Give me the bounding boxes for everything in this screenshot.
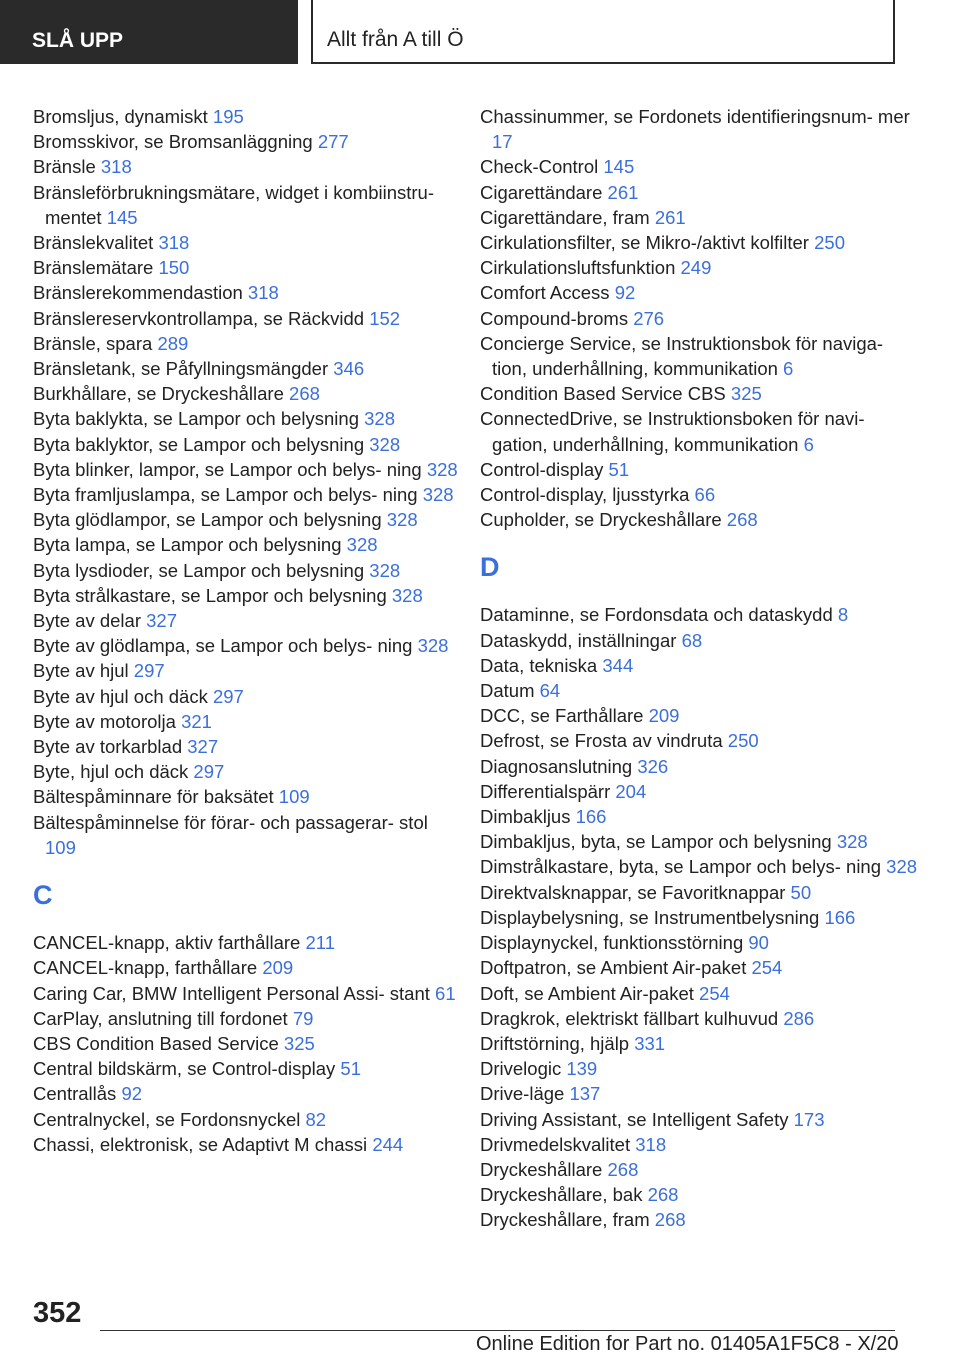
index-page-link[interactable]: 92 (614, 282, 636, 304)
index-entry-text: Byta lampa, se Lampor och belysning (33, 534, 342, 556)
index-entry-text: Control-display (480, 458, 604, 480)
index-page-link[interactable]: 276 (633, 307, 665, 329)
index-page-link[interactable]: 318 (100, 156, 132, 178)
index-entry-text: Data, tekniska (480, 654, 598, 676)
index-page-link[interactable]: 328 (364, 408, 395, 430)
index-entry (480, 306, 920, 331)
index-entry (480, 104, 920, 154)
index-entry-text: Dataskydd, inställningar (480, 629, 677, 651)
index-page-link[interactable]: 79 (292, 1007, 314, 1029)
index-entry (33, 280, 463, 305)
index-page-link[interactable]: 326 (637, 755, 669, 777)
index-entry (480, 1081, 920, 1106)
index-entry (33, 255, 463, 280)
index-entry-text: Doftpatron, se Ambient Air-paket (480, 957, 747, 979)
index-entry-text: Byte av hjul (33, 660, 129, 682)
index-entry-text: Dragkrok, elektriskt fällbart kulhuvud (480, 1007, 779, 1029)
index-entry (33, 608, 463, 633)
index-entry (33, 1031, 463, 1056)
index-entry (480, 1207, 920, 1232)
index-entry-text: Dryckeshållare, fram (480, 1209, 650, 1231)
index-entry (33, 180, 463, 230)
index-page-link[interactable]: 254 (751, 957, 783, 979)
index-entry-text: Centralnyckel, se Fordonsnyckel (33, 1108, 301, 1130)
index-entry-text: Chassi, elektronisk, se Adaptivt M chassi (33, 1133, 368, 1155)
index-entry (480, 331, 920, 381)
index-page-link[interactable]: 82 (305, 1108, 327, 1130)
index-page-link[interactable]: 261 (654, 206, 686, 228)
index-entry-text: Check-Control (480, 156, 599, 178)
index-entry-text: Centrallås (33, 1083, 117, 1105)
index-entry (480, 381, 920, 406)
index-page-link[interactable]: 328 (386, 509, 418, 531)
index-page-link[interactable]: 51 (340, 1058, 361, 1080)
index-page-link[interactable]: 325 (283, 1032, 315, 1054)
index-entry-text: Bränslekvalitet (33, 232, 154, 254)
index-entry-text: Bältespåminnelse för förar- och passagerar- stol (33, 811, 428, 833)
index-page-link[interactable]: 166 (575, 806, 607, 828)
index-column-right (480, 104, 920, 1233)
index-page-link[interactable]: 139 (566, 1058, 598, 1080)
index-page-link[interactable]: 92 (121, 1083, 143, 1105)
index-entry-text: Byte av motorolja (33, 710, 176, 732)
index-page-link[interactable]: 6 (803, 433, 814, 455)
index-entry-text: Byta glödlampor, se Lampor och belysning (33, 509, 382, 531)
index-entry (33, 1081, 463, 1106)
index-entry (33, 381, 463, 406)
index-entry (33, 1006, 463, 1031)
index-entry-text: Direktvalsknappar, se Favoritknappar (480, 881, 786, 903)
index-entry (33, 432, 463, 457)
index-entry (33, 104, 463, 129)
index-entry-text: Bränsletank, se Påfyllningsmängder (33, 358, 329, 380)
index-page-link[interactable]: 318 (158, 232, 190, 254)
chapter-tab[interactable]: Allt från A till Ö (311, 0, 895, 64)
index-entry-text: Drivelogic (480, 1058, 562, 1080)
index-entry-text: Bränsleförbrukningsmätare, widget i kombiinstru- mentet (33, 181, 435, 228)
index-entry (33, 306, 463, 331)
index-entry (33, 930, 463, 955)
index-entry-text: Differentialspärr (480, 780, 611, 802)
index-entry (480, 1107, 920, 1132)
index-page-link[interactable]: 51 (608, 458, 630, 480)
index-page-link[interactable]: 268 (647, 1184, 679, 1206)
index-entry-text: Concierge Service, se Instruktionsbok för naviga- tion, underhållning, kommunikation (480, 332, 884, 380)
index-entry (480, 880, 920, 905)
d-entries-list (480, 602, 920, 1232)
index-page-link[interactable]: 261 (607, 181, 639, 203)
index-entry (33, 583, 463, 608)
index-page-link[interactable]: 244 (372, 1133, 404, 1155)
index-entry (480, 728, 920, 753)
index-page-link[interactable]: 50 (790, 881, 812, 903)
index-page-link[interactable]: 17 (492, 131, 513, 153)
index-page-link[interactable]: 346 (333, 358, 365, 380)
index-entry (33, 658, 463, 683)
index-entry (33, 709, 463, 734)
index-entry (33, 406, 463, 431)
index-page-link[interactable]: 268 (654, 1209, 686, 1231)
index-entry (33, 810, 463, 860)
index-page-link[interactable]: 68 (681, 629, 703, 651)
index-page-link[interactable]: 318 (247, 282, 279, 304)
index-entry (480, 930, 920, 955)
index-letter-d: D (480, 552, 500, 583)
index-entry-text: Displaybelysning, se Instrumentbelysning (480, 906, 820, 928)
index-page-link[interactable]: 150 (158, 257, 190, 279)
index-page-link[interactable]: 173 (793, 1108, 825, 1130)
index-page-link[interactable]: 318 (635, 1133, 667, 1155)
index-page-link[interactable]: 277 (317, 131, 349, 153)
index-page-link[interactable]: 145 (106, 206, 138, 228)
index-page-link[interactable]: 325 (730, 383, 762, 405)
index-entry-text: Displaynyckel, funktionsstörning (480, 932, 744, 954)
index-entry (33, 1107, 463, 1132)
index-page-link[interactable]: 344 (602, 654, 634, 676)
index-entry-text: Bränslereservkontrollampa, se Räckvidd (33, 307, 365, 329)
index-entry-text: CANCEL-knapp, farthållare (33, 957, 258, 979)
index-page-link[interactable]: 321 (181, 710, 212, 732)
index-entry (480, 507, 920, 532)
index-page-link[interactable]: 328 (886, 856, 918, 878)
index-entry (33, 955, 463, 980)
index-page-link[interactable]: 152 (369, 307, 401, 329)
index-entry-text: Compound-broms (480, 307, 629, 329)
index-page-link[interactable]: 297 (133, 660, 165, 682)
index-entry (480, 1132, 920, 1157)
index-entry-text: Drivmedelskvalitet (480, 1133, 631, 1155)
index-entry-text: Bältespåminnare för baksätet (33, 786, 274, 808)
index-page-link[interactable]: 90 (748, 932, 769, 954)
index-page-link[interactable]: 328 (369, 559, 401, 581)
index-page-link[interactable]: 209 (262, 957, 294, 979)
index-entry-text: Bränslerekommendastion (33, 282, 243, 304)
index-page-link[interactable]: 109 (45, 836, 76, 858)
index-page-link[interactable]: 195 (212, 106, 244, 127)
index-entry (480, 955, 920, 980)
index-entry-text: Cigarettändare, fram (480, 206, 650, 228)
index-page-link[interactable]: 268 (726, 509, 758, 531)
section-tab[interactable]: SLÅ UPP (0, 0, 298, 64)
index-entry (480, 981, 920, 1006)
index-page-link[interactable]: 328 (426, 458, 458, 480)
index-entry (33, 457, 463, 482)
index-entry (480, 653, 920, 678)
index-page-link[interactable]: 331 (634, 1032, 666, 1054)
index-entry-text: Byta framljuslampa, se Lampor och belys- ning (33, 484, 418, 506)
index-entry (480, 255, 920, 280)
index-entry-text: DCC, se Farthållare (480, 705, 644, 727)
index-page-link[interactable]: 137 (569, 1083, 601, 1105)
index-entry (480, 602, 920, 627)
index-entry-text: Driftstörning, hjälp (480, 1032, 630, 1054)
index-entry-text: Caring Car, BMW Intelligent Personal Assi- stant (33, 982, 430, 1004)
index-entry (33, 1132, 463, 1157)
index-entry (33, 633, 463, 658)
index-entry-text: Drive-läge (480, 1083, 565, 1105)
index-page-link[interactable]: 328 (422, 484, 454, 506)
index-page-link[interactable]: 328 (369, 433, 401, 455)
index-entry-text: Datum (480, 680, 535, 702)
index-entry (480, 230, 920, 255)
index-page-link[interactable]: 109 (278, 786, 310, 808)
index-entry (480, 457, 920, 482)
index-entry (480, 1056, 920, 1081)
index-entry-text: Byte av delar (33, 610, 141, 632)
index-page-link[interactable]: 145 (603, 156, 635, 178)
index-entry (33, 331, 463, 356)
index-entry-text: Diagnosanslutning (480, 755, 633, 777)
index-page-link[interactable]: 64 (539, 680, 561, 702)
index-entry-text: Dimstrålkastare, byta, se Lampor och belys- ning (480, 856, 882, 878)
index-entry (33, 507, 463, 532)
b-entries-list (33, 104, 463, 860)
index-entry (33, 482, 463, 507)
index-entry-text: Byta lysdioder, se Lampor och belysning (33, 559, 365, 581)
index-entry (480, 779, 920, 804)
index-entry (480, 854, 920, 879)
index-entry-text: Byta strålkastare, se Lampor och belysning (33, 584, 387, 606)
index-entry-text: Condition Based Service CBS (480, 383, 726, 405)
index-entry-text: Dimbakljus, byta, se Lampor och belysning (480, 831, 832, 853)
index-entry (33, 356, 463, 381)
index-entry (480, 1031, 920, 1056)
footer-divider (100, 1330, 895, 1331)
edition-text: Online Edition for Part no. 01405A1F5C8 - X/20 (476, 1333, 899, 1355)
index-entry (480, 804, 920, 829)
index-entry-text: Byta baklykta, se Lampor och belysning (33, 408, 359, 430)
index-entry (33, 129, 463, 154)
index-page-link[interactable]: 289 (157, 332, 189, 354)
index-page-link[interactable]: 297 (193, 761, 225, 783)
index-entry (480, 678, 920, 703)
index-letter-c: C (33, 880, 53, 911)
index-entry (480, 406, 920, 456)
index-entry-text: CANCEL-knapp, aktiv farthållare (33, 932, 301, 954)
index-entry (480, 482, 920, 507)
index-entry-text: Bromsskivor, se Bromsanläggning (33, 131, 313, 153)
index-entry-text: Burkhållare, se Dryckeshållare (33, 383, 284, 405)
index-entry-text: Cigarettändare (480, 181, 603, 203)
index-entry (33, 784, 463, 809)
index-entry (33, 230, 463, 255)
index-entry-text: Byte, hjul och däck (33, 761, 189, 783)
index-entry-text: Byte av glödlampa, se Lampor och belys- ning (33, 635, 413, 657)
index-entry-text: Central bildskärm, se Control-display (33, 1058, 336, 1080)
index-entry-text: Dimbakljus (480, 806, 571, 828)
index-entry (480, 1006, 920, 1031)
index-page-link[interactable]: 268 (289, 383, 320, 405)
index-entry-text: Chassinummer, se Fordonets identifieringsnum- mer (480, 106, 910, 127)
index-page-link[interactable]: 8 (837, 604, 849, 626)
index-page-link[interactable]: 249 (680, 257, 712, 279)
index-entry (480, 180, 920, 205)
index-entry (33, 154, 463, 179)
index-entry-text: Dryckeshållare (480, 1158, 603, 1180)
index-entry-text: Bränslemätare (33, 257, 154, 279)
index-page-link[interactable]: 328 (391, 584, 423, 606)
index-page-link[interactable]: 328 (836, 831, 868, 853)
index-entry-text: Dryckeshållare, bak (480, 1184, 643, 1206)
index-entry-text: Defrost, se Frosta av vindruta (480, 730, 723, 752)
index-entry (33, 1056, 463, 1081)
index-page-link[interactable]: 204 (615, 780, 647, 802)
index-entry (480, 1157, 920, 1182)
index-entry-text: Bränsle, spara (33, 332, 153, 354)
index-entry-text: Byte av torkarblad (33, 736, 183, 758)
index-entry-text: Bromsljus, dynamiskt (33, 106, 208, 127)
index-entry-text: Driving Assistant, se Intelligent Safety (480, 1108, 789, 1130)
index-entry (33, 981, 463, 1006)
index-page-link[interactable]: 327 (187, 736, 219, 758)
index-entry (33, 734, 463, 759)
index-entry (33, 558, 463, 583)
index-entry (480, 1182, 920, 1207)
index-entry (33, 684, 463, 709)
c-entries-list (33, 930, 463, 1157)
index-page-link[interactable]: 209 (648, 705, 680, 727)
c-entries-list-continued (480, 104, 920, 532)
index-entry (480, 628, 920, 653)
index-entry (480, 754, 920, 779)
index-entry (33, 759, 463, 784)
index-entry-text: Bränsle (33, 156, 96, 178)
index-entry-text: Byta baklyktor, se Lampor och belysning (33, 433, 365, 455)
index-entry-text: Byta blinker, lampor, se Lampor och belys- ning (33, 458, 422, 480)
index-page-link[interactable]: 254 (699, 982, 730, 1004)
index-page-link[interactable]: 250 (727, 730, 759, 752)
page-number: 352 (33, 1297, 82, 1329)
index-entry-text: Cupholder, se Dryckeshållare (480, 509, 722, 531)
index-entry-text: Doft, se Ambient Air-paket (480, 982, 694, 1004)
index-entry (480, 280, 920, 305)
index-entry (33, 532, 463, 557)
index-page-link[interactable]: 250 (814, 232, 845, 254)
index-entry (480, 703, 920, 728)
index-entry-text: CarPlay, anslutning till fordonet (33, 1007, 288, 1029)
index-column-left (33, 104, 463, 1157)
index-page-link[interactable]: 327 (146, 610, 177, 632)
index-page-link[interactable]: 268 (607, 1158, 639, 1180)
index-entry (480, 154, 920, 179)
index-entry-text: Cirkulationsluftsfunktion (480, 257, 676, 279)
index-entry (480, 829, 920, 854)
index-entry-text: Dataminne, se Fordonsdata och dataskydd (480, 604, 833, 626)
index-entry-text: Byte av hjul och däck (33, 685, 208, 707)
index-entry-text: Cirkulationsfilter, se Mikro-/aktivt kolfilter (480, 232, 809, 254)
index-page-link[interactable]: 286 (783, 1007, 815, 1029)
index-page-link[interactable]: 6 (783, 358, 794, 380)
index-page-link[interactable]: 61 (435, 982, 456, 1004)
index-entry-text: Control-display, ljusstyrka (480, 484, 690, 506)
index-entry (480, 905, 920, 930)
index-page-link[interactable]: 297 (212, 685, 244, 707)
index-entry-text: Comfort Access (480, 282, 610, 304)
index-entry (480, 205, 920, 230)
index-page-link[interactable]: 66 (694, 484, 716, 506)
index-page-link[interactable]: 328 (417, 635, 449, 657)
index-page-link[interactable]: 328 (346, 534, 378, 556)
index-entry-text: CBS Condition Based Service (33, 1032, 279, 1054)
index-page-link[interactable]: 211 (305, 932, 335, 954)
header-bar (0, 0, 960, 66)
index-entry-text: ConnectedDrive, se Instruktionsboken för navi- gation, underhållning, kommunikation (480, 408, 865, 455)
index-page-link[interactable]: 166 (824, 906, 856, 928)
